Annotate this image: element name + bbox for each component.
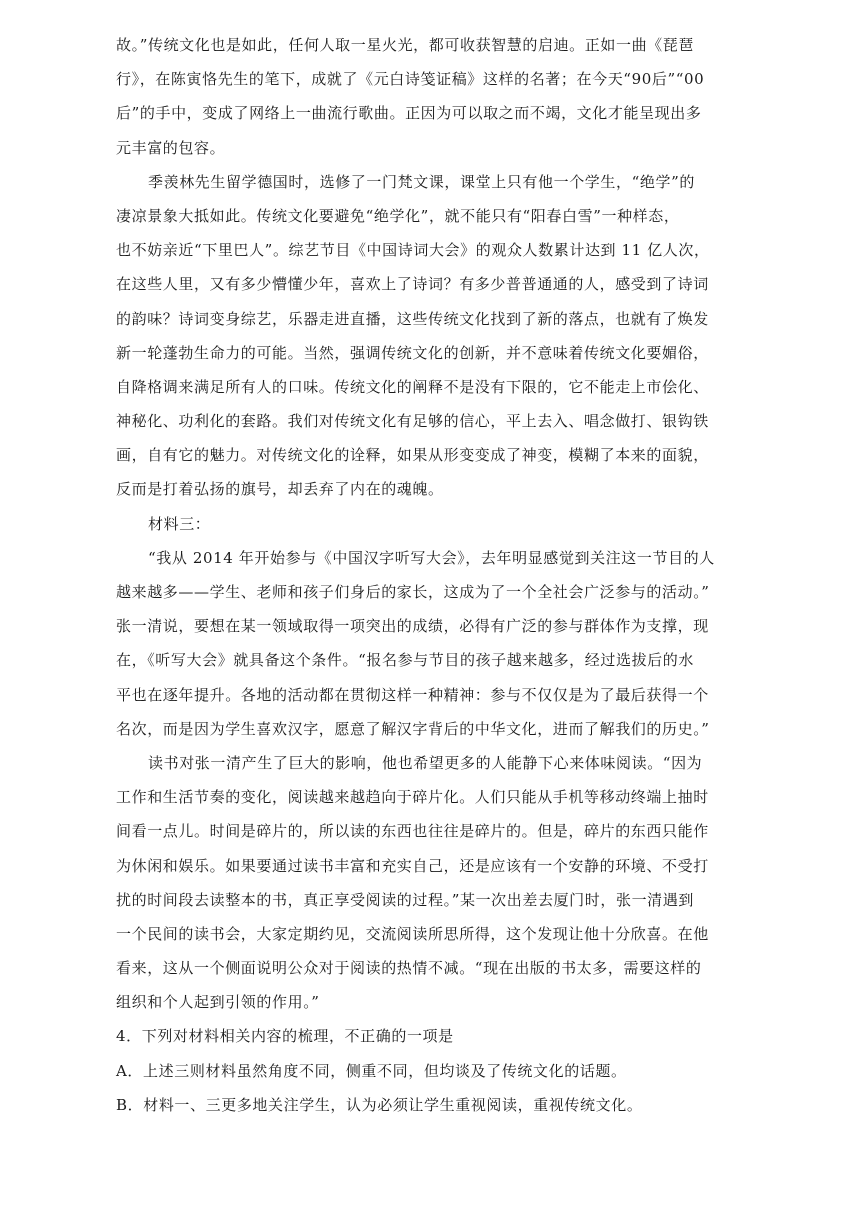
section-label: 材料三： (148, 514, 211, 533)
text-line: 后”的手中，变成了网络上一曲流行歌曲。正因为可以取之而不竭，文化才能呈现出多 (116, 104, 702, 123)
text-line: 越来越多——学生、老师和孩子们身后的家长，这成为了一个全社会广泛参与的活动。” (116, 583, 710, 601)
paragraph (116, 28, 716, 165)
text-line: 也不妨亲近“下里巴人”。综艺节目《中国诗词大会》的观众人数累计达到 11 亿人次， (116, 241, 710, 260)
paragraph (116, 746, 716, 1020)
text-line: 工作和生活节奏的变化，阅读越来越趋向于碎片化。人们只能从手机等移动终端上抽时 (116, 788, 709, 807)
text-line: 在，《听写大会》就具备这个条件。“报名参与节目的孩子越来越多，经过选拔后的水 (116, 651, 694, 670)
option-a: A．上述三则材料虽然角度不同，侧重不同，但均谈及了传统文化的话题。 (116, 1061, 627, 1080)
text-line: 张一清说，要想在某一领域取得一项突出的成绩，必得有广泛的参与群体作为支撑，现 (116, 617, 709, 636)
text-line: 行》，在陈寅恪先生的笔下，成就了《元白诗笺证稿》这样的名著；在今天“90后”“00 (116, 70, 705, 89)
text-line: 平也在逐年提升。各地的活动都在贯彻这样一种精神：参与不仅仅是为了最后获得一个 (116, 685, 709, 704)
text-line: 扰的时间段去读整本的书，真正享受阅读的过程。”某一次出差去厦门时，张一清遇到 (116, 890, 694, 909)
text-line: 名次，而是因为学生喜欢汉字，愿意了解汉字背后的中华文化，进而了解我们的历史。” (116, 719, 710, 738)
question-block (116, 1019, 716, 1122)
text-line: 的韵味？诗词变身综艺，乐器走进直播，这些传统文化找到了新的落点，也就有了焕发 (116, 309, 709, 328)
text-line: 神秘化、功利化的套路。我们对传统文化有足够的信心，平上去入、唱念做打、银钩铁 (116, 412, 709, 431)
text-line: 元丰富的包容。 (116, 138, 226, 157)
text-line: 新一轮蓬勃生命力的可能。当然，强调传统文化的创新，并不意味着传统文化要媚俗， (116, 343, 709, 362)
text-line: 读书对张一清产生了巨大的影响，他也希望更多的人能静下心来体味阅读。“因为 (148, 753, 703, 772)
text-line: 画，自有它的魅力。对传统文化的诠释，如果从形变变成了神变，模糊了本来的面貌， (116, 446, 709, 465)
option-b: B．材料一、三更多地关注学生，认为必须让学生重视阅读，重视传统文化。 (116, 1095, 643, 1114)
text-line: 季羡林先生留学德国时，选修了一门梵文课，课堂上只有他一个学生，“绝学”的 (148, 172, 695, 191)
section-heading (116, 507, 716, 541)
text-line: “我从 2014 年开始参与《中国汉字听写大会》，去年明显感觉到关注这一节目的人 (148, 548, 715, 567)
text-line: 看来，这从一个侧面说明公众对于阅读的热情不减。“现在出版的书太多，需要这样的 (116, 959, 702, 978)
text-line: 组织和个人起到引领的作用。” (116, 993, 320, 1012)
text-line: 为休闲和娱乐。如果要通过读书丰富和充实自己，还是应该有一个安静的环境、不受打 (116, 856, 709, 875)
paragraph (116, 165, 716, 507)
paragraph (116, 541, 716, 746)
text-line: 故。”传统文化也是如此，任何人取一星火光，都可收获智慧的启迪。正如一曲《琵琶 (116, 36, 694, 54)
text-line: 反而是打着弘扬的旗号，却丢弃了内在的魂魄。 (116, 480, 444, 499)
question-stem: 4．下列对材料相关内容的梳理，不正确的一项是 (116, 1027, 454, 1046)
text-line: 在这些人里，又有多少懵懂少年，喜欢上了诗词？有多少普普通通的人，感受到了诗词 (116, 275, 709, 294)
text-line: 自降格调来满足所有人的口味。传统文化的阐释不是没有下限的，它不能走上市侩化、 (116, 377, 709, 396)
document-body (116, 28, 716, 1122)
text-line: 一个民间的读书会，大家定期约见，交流阅读所思所得，这个发现让他十分欣喜。在他 (116, 924, 709, 943)
text-line: 间看一点儿。时间是碎片的，所以读的东西也往往是碎片的。但是，碎片的东西只能作 (116, 822, 709, 841)
text-line: 凄凉景象大抵如此。传统文化要避免“绝学化”，就不能只有“阳春白雪”一种样态， (116, 206, 680, 225)
